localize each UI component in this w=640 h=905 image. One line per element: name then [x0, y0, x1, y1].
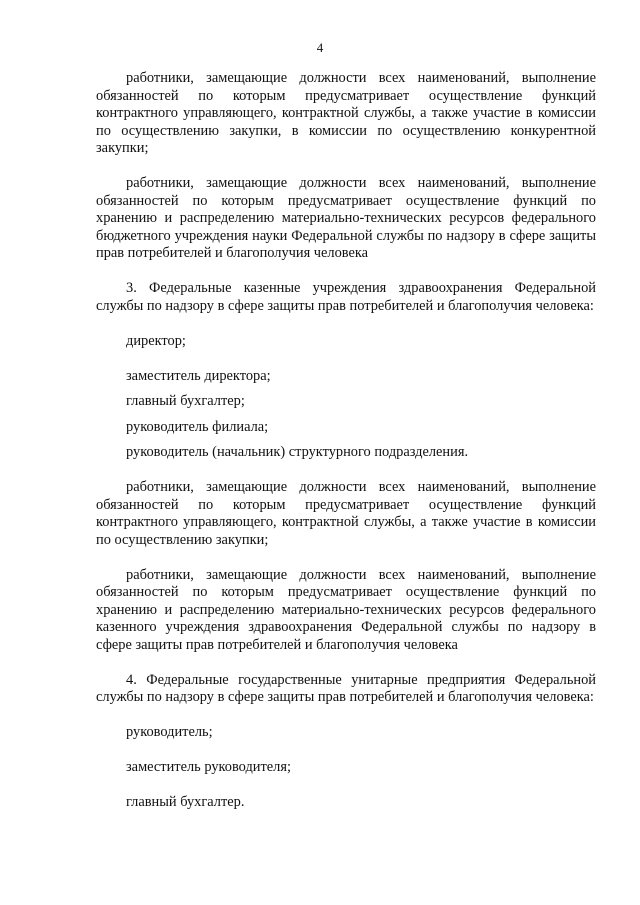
- paragraph: работники, замещающие должности всех наименований, выполнение обязанностей по которым предусматривает осуществление функций по хранению и распределению материально-технических ресурсов федерального казенного учреждения здравоохранения Федеральной службы по надзору в сфере защиты прав потребителей и благополучия человека: [96, 566, 596, 653]
- list-item: руководитель;: [126, 724, 213, 740]
- section-heading: 3. Федеральные казенные учреждения здравоохранения Федеральной службы по надзору в сфере защиты прав потребителей и благополучия человека:: [96, 280, 596, 314]
- list-item: директор;: [126, 332, 186, 349]
- paragraph: работники, замещающие должности всех наименований, выполнение обязанностей по которым предусматривает осуществление функций контрактного управляющего, контрактной службы, а также участие в комиссии по осуществлению закупки, в комиссии по осуществлению конкурентной закупки;: [96, 70, 596, 156]
- list-item: главный бухгалтер.: [126, 794, 245, 810]
- list-item: заместитель руководителя;: [126, 759, 291, 775]
- list-item: руководитель (начальник) структурного подразделения.: [126, 444, 469, 460]
- list-item: руководитель филиала;: [126, 418, 269, 435]
- list-item: главный бухгалтер;: [126, 393, 245, 409]
- paragraph: работники, замещающие должности всех наименований, выполнение обязанностей по которым предусматривает осуществление функций по хранению и распределению материально-технических ресурсов федерального бюджетного учреждения науки Федеральной службы по надзору в сфере защиты прав потребителей и благополучия человека: [96, 175, 596, 261]
- paragraph: работники, замещающие должности всех наименований, выполнение обязанностей по которым предусматривает осуществление функций контрактного управляющего, контрактной службы, а также участие в комиссии по осуществлению закупки;: [96, 479, 596, 548]
- document-body: [96, 70, 596, 812]
- page-number: 4: [316, 40, 324, 55]
- section-heading: 4. Федеральные государственные унитарные предприятия Федеральной службы по надзору в сфере защиты прав потребителей и благополучия человека:: [96, 671, 596, 705]
- list-item: заместитель директора;: [126, 367, 271, 384]
